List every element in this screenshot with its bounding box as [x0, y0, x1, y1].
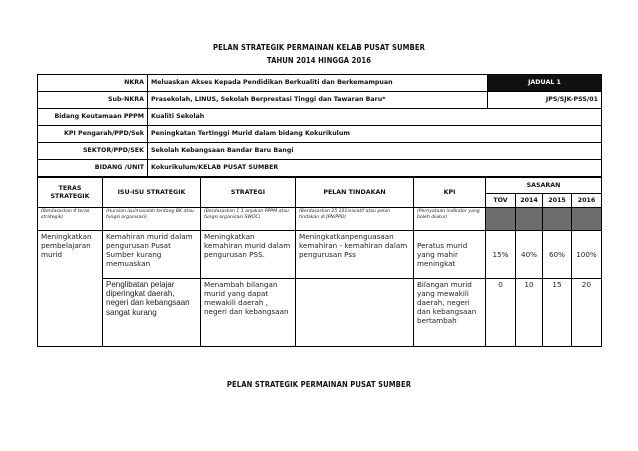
col-pelan: PELAN TINDAKAN — [296, 178, 414, 208]
kpi-cell: Peratus murid yang mahir meningkat — [414, 231, 486, 279]
sektor-value: Sekolah Kebangsaan Bandar Baru Bangi — [148, 143, 602, 160]
nkra-label: NKRA — [38, 75, 148, 92]
bidang-label: Bidang Keutamaan PPPM — [38, 109, 148, 126]
pelan-cell — [296, 279, 414, 347]
col-2015: 2015 — [543, 194, 572, 208]
y2014-cell: 40% — [516, 231, 543, 279]
document-subtitle: TAHUN 2014 HINGGA 2016 — [266, 56, 372, 65]
pelan-cell: Meningkatkanpenguasaan kemahiran - kemahiran dalam pengurusan Pss — [296, 231, 414, 279]
unit-label: BIDANG /UNIT — [38, 160, 148, 177]
column-header-row — [38, 178, 602, 194]
table-row — [38, 279, 602, 347]
y2016-cell: 100% — [572, 231, 602, 279]
table-row — [38, 231, 602, 279]
header-table — [37, 74, 601, 347]
subnkra-label: Sub-NKRA — [38, 92, 148, 109]
reference-code: JPS/SJK-PSS/01 — [488, 92, 602, 109]
row-sektor — [38, 143, 602, 160]
isu-cell: Kemahiran murid dalam pengurusan Pusat Sumber kurang memuaskan — [103, 231, 201, 279]
strategi-cell: Meningkatkan kemahiran murid dalam pengurusan PSS. — [201, 231, 296, 279]
teras-cell: Meningkatkan pembelajaran murid — [38, 231, 103, 347]
col-kpi: KPI — [414, 178, 486, 208]
sektor-label: SEKTOR/PPD/SEK — [38, 143, 148, 160]
subnkra-value: Prasekolah, LINUS, Sekolah Berprestasi Tinggi dan Tawaran Baru* — [148, 92, 488, 109]
col-isu: ISU-ISU STRATEGIK — [103, 178, 201, 208]
shaded-cell — [486, 208, 516, 231]
note-strategi: (Berdasarkan 1 1 anjakan PPPM atau fungsi organisasi SWOC) — [201, 208, 296, 231]
kpi-cell: Bilangan murid yang mewakili daerah, negeri dan kebangsaan bertambah — [414, 279, 486, 347]
col-strategi: STRATEGI — [201, 178, 296, 208]
col-sasaran: SASARAN — [486, 178, 602, 194]
kpi-value: Peningkatan Tertinggi Murid dalam bidang Kokurikulum — [148, 126, 602, 143]
col-teras: TERAS STRATEGIK — [38, 178, 103, 208]
row-unit — [38, 160, 602, 177]
row-kpi — [38, 126, 602, 143]
notes-row — [38, 208, 602, 231]
strategi-cell: Menambah bilangan murid yang dapat mewakili daerah , negeri dan kebangsaan — [201, 279, 296, 347]
unit-value: Kokurikulum/KELAB PUSAT SUMBER — [148, 160, 602, 177]
shaded-cell — [543, 208, 572, 231]
note-isu: (Huraian isu/masalah tentang BK atau fungsi organisasi) — [103, 208, 201, 231]
note-pelan: (Berdasarkan 25 101inisiatif atau pelan tindakan di JPN/PPD) — [296, 208, 414, 231]
y2014-cell: 10 — [516, 279, 543, 347]
y2015-cell: 60% — [543, 231, 572, 279]
note-teras: (Berdasarkan 4 teras strategik) — [38, 208, 103, 231]
bidang-value: Kualiti Sekolah — [148, 109, 602, 126]
nkra-value: Meluaskan Akses Kepada Pendidikan Berkualiti dan Berkemampuan — [148, 75, 488, 92]
shaded-cell — [572, 208, 602, 231]
tov-cell: 0 — [486, 279, 516, 347]
y2016-cell: 20 — [572, 279, 602, 347]
col-2014: 2014 — [516, 194, 543, 208]
document-title: PELAN STRATEGIK PERMAINAN KELAB PUSAT SUMBER — [213, 43, 425, 52]
tov-cell: 15% — [486, 231, 516, 279]
row-subnkra — [38, 92, 602, 109]
note-kpi: (Pernyataan indikator yang boleh diukur) — [414, 208, 486, 231]
strategy-table — [37, 177, 602, 347]
footer-title: PELAN STRATEGIK PERMAINAN PUSAT SUMBER — [226, 380, 412, 389]
col-2016: 2016 — [572, 194, 602, 208]
row-nkra — [38, 75, 602, 92]
kpi-label: KPI Pengarah/PPD/Sek — [38, 126, 148, 143]
shaded-cell — [516, 208, 543, 231]
col-tov: TOV — [486, 194, 516, 208]
isu-cell: Penglibatan pelajar diperingkat daerah, negeri dan kebangsaan sangat kurang — [103, 279, 201, 347]
row-bidang — [38, 109, 602, 126]
jadual-badge: JADUAL 1 — [488, 75, 602, 92]
y2015-cell: 15 — [543, 279, 572, 347]
